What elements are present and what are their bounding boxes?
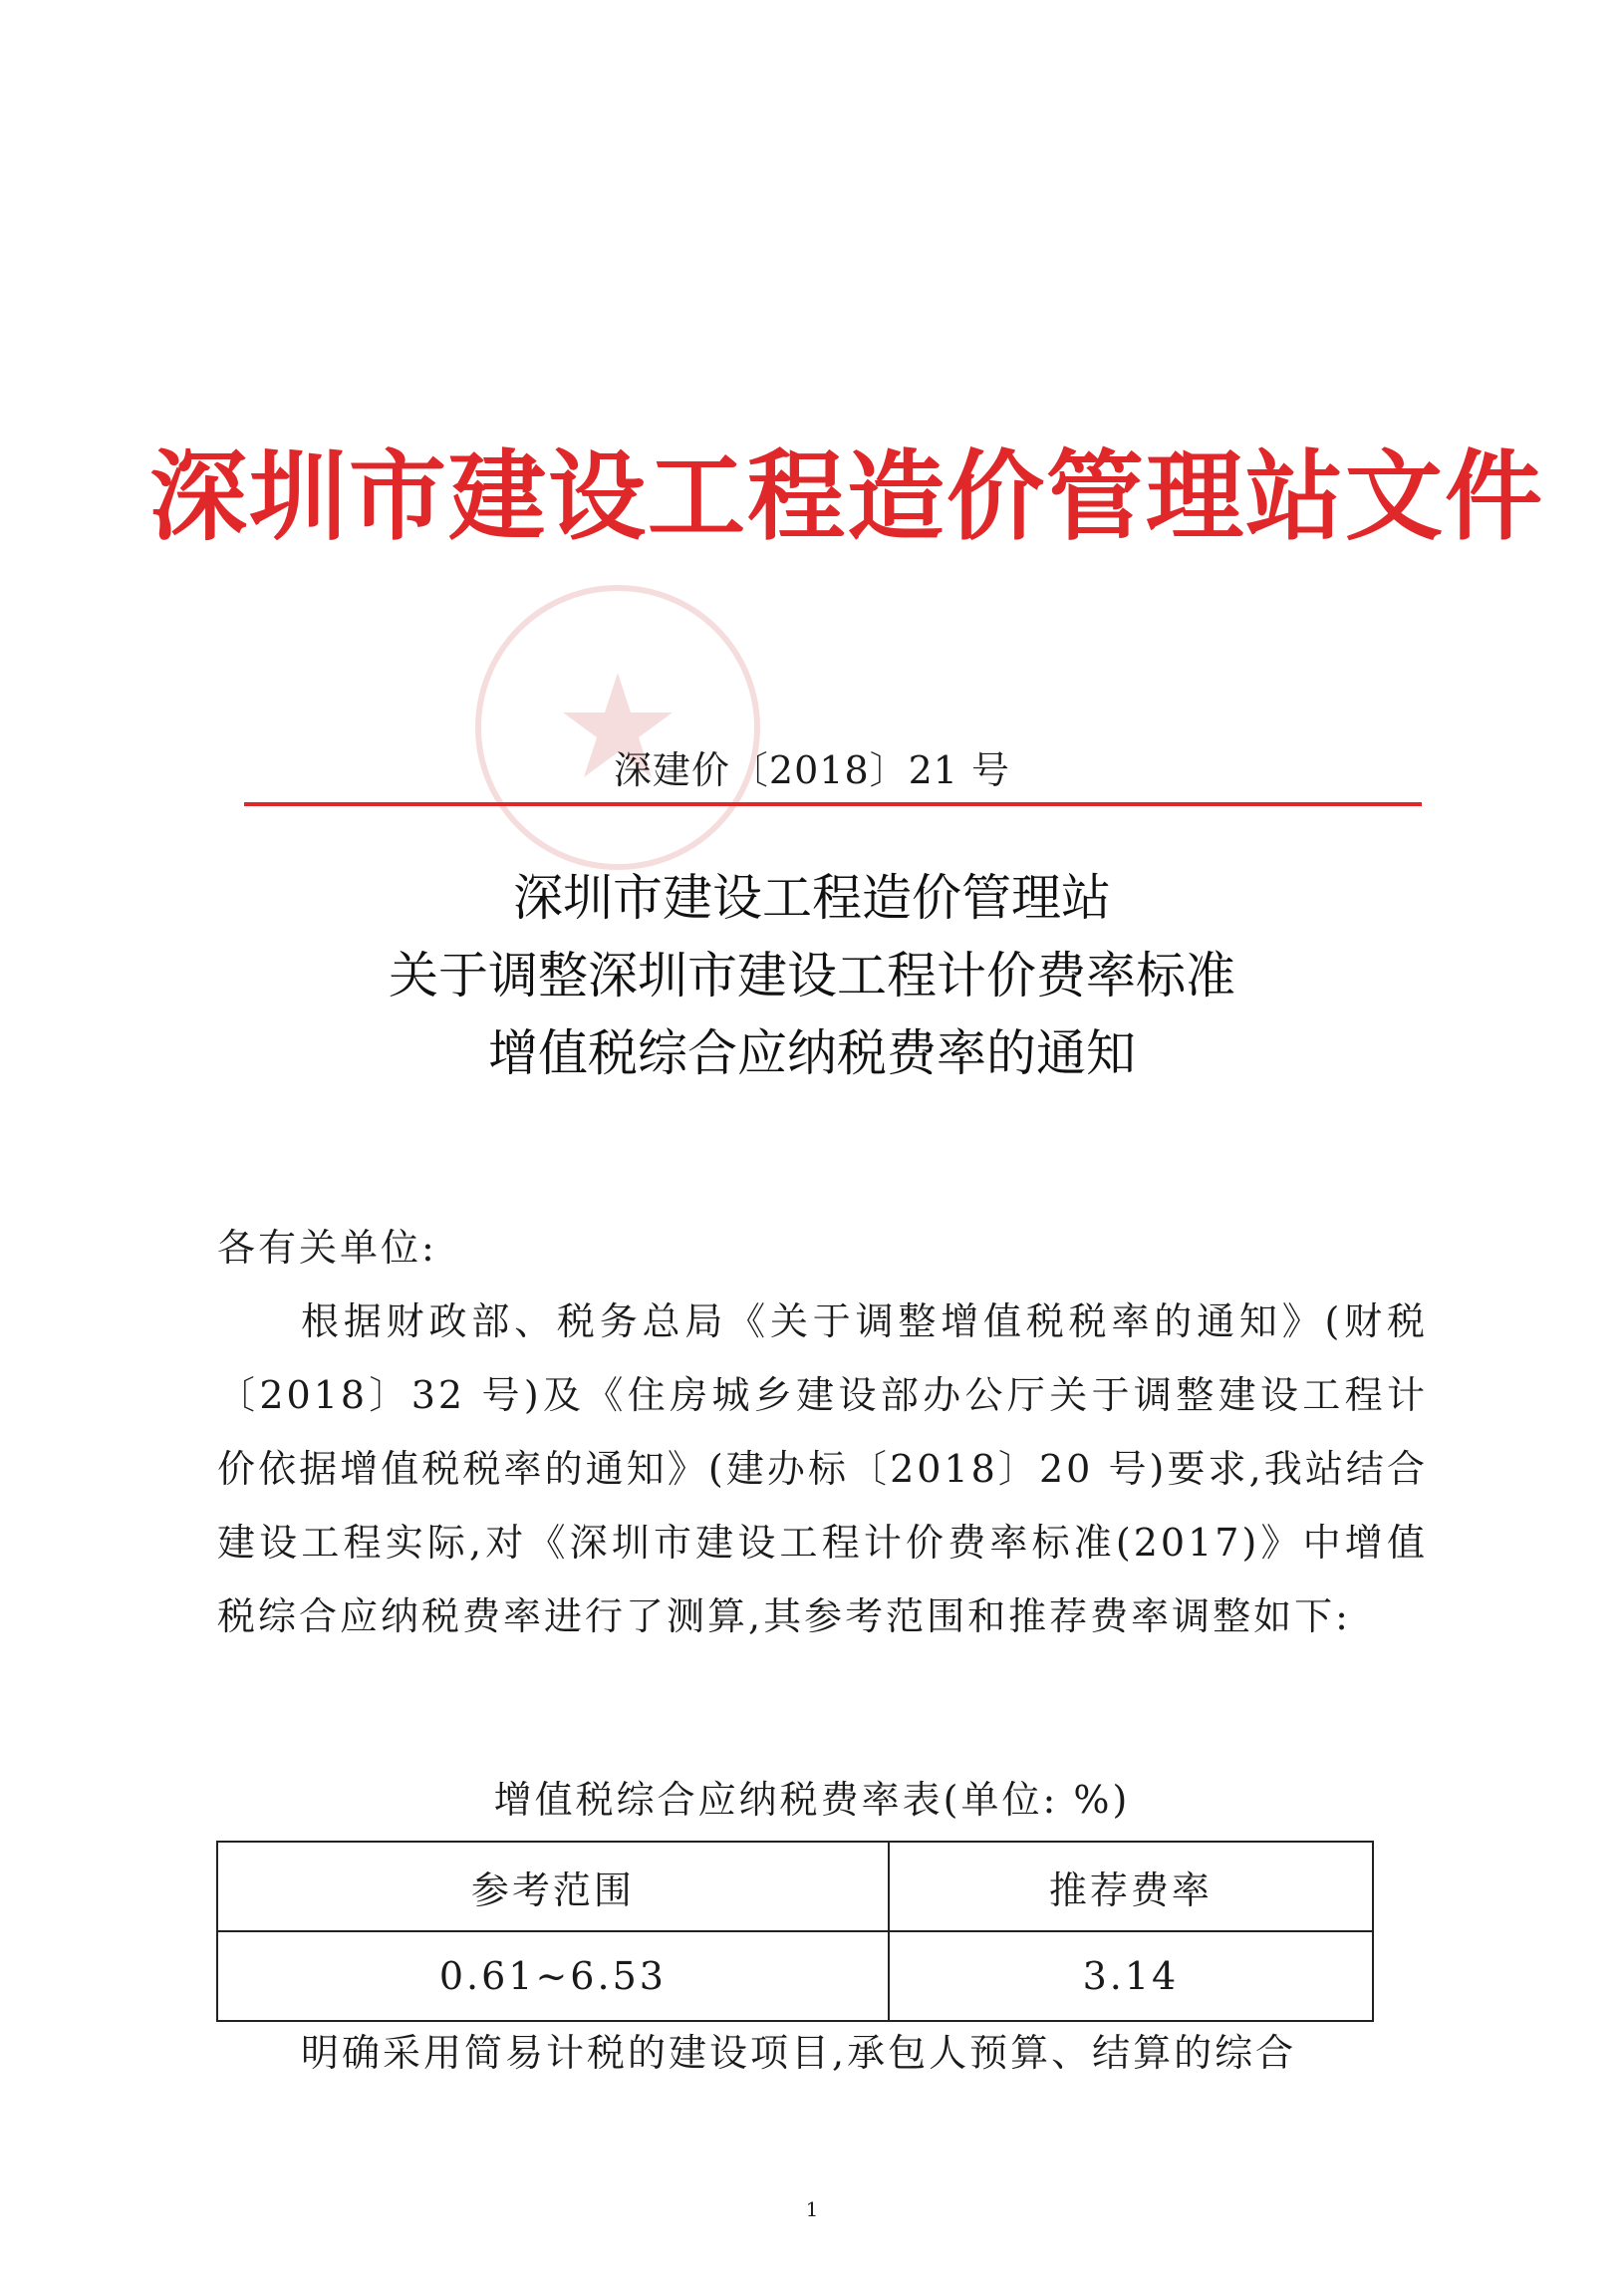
rate-table: [216, 1841, 1374, 2022]
title-line-2: 关于调整深圳市建设工程计价费率标准: [389, 947, 1235, 1004]
masthead-title: 深圳市建设工程造价管理站文件: [149, 440, 1545, 554]
table-header-row: [217, 1842, 1373, 1931]
page-number: 1: [805, 2197, 819, 2221]
salutation: 各有关单位:: [217, 1226, 437, 1270]
cell-recommended-rate: 3.14: [889, 1931, 1373, 2021]
header-reference-range: 参考范围: [217, 1842, 889, 1931]
table-caption: 增值税综合应纳税费率表(单位: %): [493, 1778, 1131, 1822]
paragraph-2: 明确采用简易计税的建设项目,承包人预算、结算的综合: [301, 2031, 1297, 2075]
notice-title: [0, 859, 1624, 1092]
table-row: [217, 1931, 1373, 2021]
title-line-1: 深圳市建设工程造价管理站: [513, 869, 1111, 927]
official-seal-icon: [468, 578, 767, 877]
cell-reference-range: 0.61~6.53: [217, 1931, 889, 2021]
red-divider: [244, 802, 1422, 806]
document-number: 深建价〔2018〕21 号: [613, 748, 1011, 792]
title-line-3: 增值税综合应纳税费率的通知: [488, 1024, 1136, 1082]
header-recommended-rate: 推荐费率: [889, 1842, 1373, 1931]
paragraph-1: 根据财政部、税务总局《关于调整增值税税率的通知》(财税〔2018〕32 号)及《住房城乡建设部办公厅关于调整建设工程计价依据增值税税率的通知》(建办标〔2018〕20 号)要求,我站结合建设工程实际,对《深圳市建设工程计价费率标准(2017)》中增值税综合应纳税费率进行了测算,其参考范围和推荐费率调整如下:: [217, 1299, 1428, 1638]
